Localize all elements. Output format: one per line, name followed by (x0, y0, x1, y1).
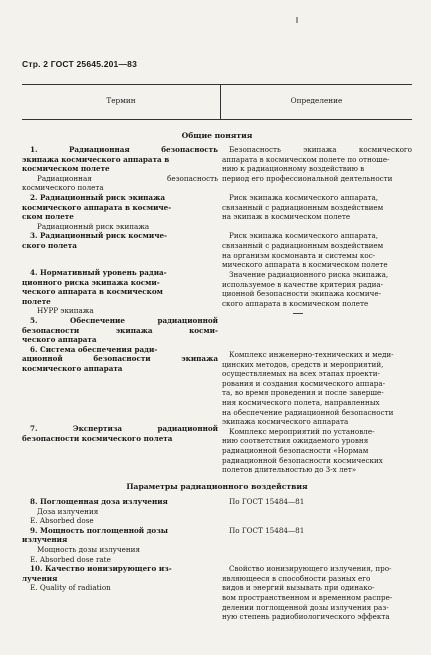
definition-line: видов и энергий вызывать при одинако- (222, 583, 375, 593)
header-term: Термин (106, 96, 136, 105)
table-header (22, 84, 412, 120)
term-line: безопасности экипажа косми- (22, 325, 218, 335)
term-line: космического аппарата в космиче- (22, 202, 172, 212)
term-line-wrap (22, 354, 218, 364)
term-line-wrap (22, 326, 218, 336)
definition-1 (229, 145, 412, 155)
term-line: ского полета (22, 241, 77, 250)
term-9: 9. Мощность поглощенной дозы (30, 525, 168, 535)
definition-line: являющееся в способности разных его (222, 573, 371, 583)
definition-line: связанный с радиационным воздействием (222, 241, 384, 250)
term-line: ском полете (22, 212, 74, 222)
term-english: E. Absorbed dose (30, 516, 94, 526)
definition-line: радиационной безопасности космических (222, 455, 383, 465)
term-synonym: Мощность дозы излучения (37, 545, 140, 554)
definition-line: цинских методов, средств и мероприятий, (222, 359, 384, 369)
definition-line: ную степень радиобиологического эффекта (222, 612, 390, 622)
definition-10: Свойство ионизирующего излучения, про- (229, 564, 392, 574)
section-title-parameters: Параметры радиационного воздействия (126, 482, 308, 491)
definition-line: нию соответствия ожидаемого уровня (222, 436, 369, 446)
term-line: 7. Экспертиза радиационной (30, 424, 218, 433)
term-line: 5. Обеспечение радиационной (30, 316, 218, 325)
term-4: 4. Нормативный уровень радиа- (30, 268, 167, 277)
term-10: 10. Качество ионизирующего из- (30, 564, 172, 574)
page-header: Стр. 2 ГОСТ 25645.201—83 (22, 59, 138, 69)
definition-line: нию к радиационному воздействию в (222, 164, 365, 174)
term-line: космическом полете (22, 164, 110, 174)
definition-line: осуществляемых на всех этапах проекти- (222, 369, 380, 379)
dash-separator (293, 313, 303, 314)
definition-line: аппарата в космическом полете по отноше- (222, 154, 390, 164)
term-3: 3. Радиационный риск космиче- (30, 231, 168, 241)
header-definition: Определение (290, 96, 343, 105)
definition-line: Безопасность экипажа космического (229, 145, 412, 154)
term-line: 1. Радиационная безопасность (30, 145, 218, 154)
definition-3: Риск экипажа космического аппарата, (229, 231, 379, 241)
term-6: 6. Система обеспечения ради- (30, 344, 158, 354)
term-8: 8. Поглощенная доза излучения (30, 497, 168, 506)
definition-line: экипажа космического аппарата (222, 417, 349, 427)
term-1 (30, 145, 218, 155)
definition-line: рования и создания космического аппара- (222, 378, 386, 388)
definition-line: связанный с радиационным воздействием (222, 202, 384, 212)
term-line: Радиационная безопасность (37, 173, 218, 183)
term-line: ческого аппарата (22, 335, 97, 345)
definition-line: используемое в качестве критерия радиа- (222, 279, 384, 289)
section-title-general: Общие понятия (181, 131, 253, 140)
term-synonym: Радиационный риск экипажа (37, 221, 150, 231)
definition-6: Комплекс инженерно-технических и меди- (229, 350, 394, 359)
term-7 (30, 424, 218, 434)
term-synonym: Доза излучения (37, 506, 99, 516)
definition-4: Значение радиационного риска экипажа, (229, 270, 389, 279)
definition-line: вом пространственном и временном распре- (222, 593, 393, 602)
definition-line: радиационной безопасности «Нормам (222, 446, 369, 455)
definition-line: период его профессиональной деятельности (222, 173, 393, 183)
term-line: полете (22, 296, 51, 306)
definition-8: По ГОСТ 15484—81 (229, 497, 305, 506)
term-line: лучения (22, 573, 58, 583)
term-line: ческого аппарата в космическом (22, 287, 163, 297)
term-line: ционного риска экипажа косми- (22, 277, 160, 287)
term-line: экипажа космического аппарата в (22, 154, 170, 164)
term-english: E. Quality of radiation (30, 583, 111, 593)
term-line: безопасности космического полета (22, 433, 173, 443)
definition-7: Комплекс мероприятий по установле- (229, 426, 375, 436)
term-line: ационной безопасности экипажа (22, 354, 218, 364)
term-synonym (37, 174, 218, 184)
term-english: E. Absorbed dose rate (30, 554, 111, 564)
term-5 (30, 316, 218, 326)
term-line: космического полета (22, 183, 104, 193)
definition-9: По ГОСТ 15484—81 (229, 525, 305, 535)
definition-line: мического аппарата в космическом полете (222, 260, 388, 270)
definition-line: та, во время проведения и после завершe- (222, 388, 384, 398)
definition-line: делении поглощенной дозы излучения раз- (222, 602, 389, 612)
term-line: излучения (22, 535, 68, 545)
term-abbrev: НУРР экипажа (37, 306, 94, 316)
definition-line: ского аппарата в космическом полете (222, 298, 369, 308)
term-line: космического аппарата (22, 364, 123, 373)
definition-line: ционной безопасности экипажа космиче- (222, 289, 382, 299)
definition-2: Риск экипажа космического аппарата, (229, 193, 379, 202)
term-2: 2. Радиационный риск экипажа (30, 193, 165, 202)
definition-line: на организм космонавта и системы кос- (222, 250, 376, 260)
page-mark (296, 17, 298, 23)
definition-line: ния космического полета, направленных (222, 398, 380, 407)
definition-line: на экипаж в космическом полете (222, 212, 351, 222)
definition-line: на обеспечение радиационной безопасности (222, 407, 394, 417)
definition-line: полетов длительностью до 3-х лет» (222, 465, 357, 475)
